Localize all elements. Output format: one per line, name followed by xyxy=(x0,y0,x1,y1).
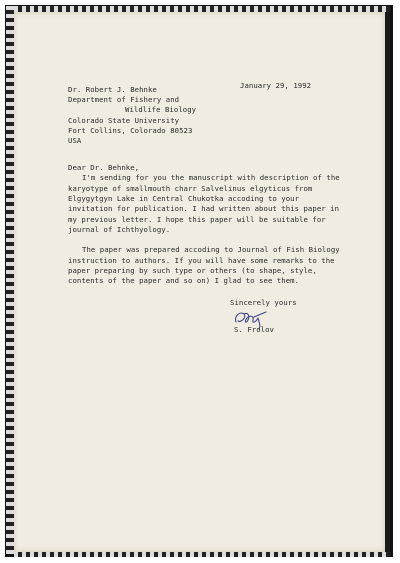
recipient-line-6: USA xyxy=(68,136,82,145)
signature-name: S. Frolov xyxy=(234,325,274,334)
body-line-7: The paper was prepared accoding to Journal of Fish Biology xyxy=(82,245,340,254)
scale-bar-left xyxy=(6,6,14,554)
salutation: Dear Dr. Behnke, xyxy=(68,163,140,172)
recipient-line-1: Dr. Robert J. Behnke xyxy=(68,85,157,94)
body-line-9: paper preparing by such type or others (to shape, style, xyxy=(68,266,317,275)
body-line-10: contents of the paper and so on) I glad to see them. xyxy=(68,276,300,285)
body-line-5: my previous letter. I hope this paper will be suitable for xyxy=(68,215,326,224)
recipient-line-4: Colorado State University xyxy=(68,116,180,125)
body-line-6: journal of Ichthyology. xyxy=(68,225,171,234)
closing: Sincerely yours xyxy=(230,298,297,307)
recipient-line-5: Fort Collins, Colorado 80523 xyxy=(68,126,193,135)
body-line-1: I'm sending for you the manuscript with description of the xyxy=(82,173,340,182)
body-line-8: instruction to authors. If you will have some remarks to the xyxy=(68,256,335,265)
scale-bar-bottom xyxy=(14,552,390,557)
body-line-2: karyotype of smallmouth charr Salvelinus elgyticus from xyxy=(68,184,313,193)
letter-date: January 29, 1992 xyxy=(240,81,312,90)
recipient-line-2: Department of Fishery and xyxy=(68,95,180,104)
body-line-3: Elgygytgyn Lake in Central Chukotka accoding to your xyxy=(68,194,300,203)
body-line-4: invitation for publication. I had written about this paper in xyxy=(68,204,340,213)
recipient-line-3: Wildlife Biology xyxy=(125,105,197,114)
